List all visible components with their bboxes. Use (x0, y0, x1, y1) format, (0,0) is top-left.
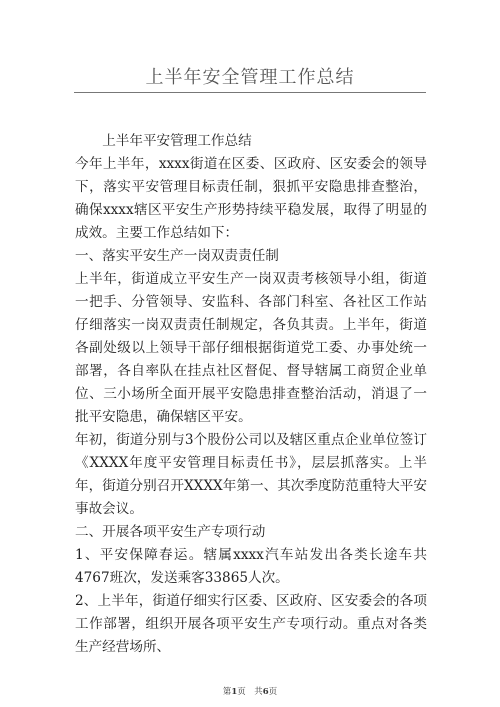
subtitle-paragraph: 上半年平安管理工作总结 (102, 133, 252, 149)
document-title: 上半年安全管理工作总结 (145, 67, 355, 88)
body-paragraph: 今年上半年，xxxx街道在区委、区政府、区安委会的领导下，落实平安管理目标责任制，狠抓平安隐患排查整治，确保xxxx辖区平安生产形势持续平稳发展，取得了明显的成效。主要工作总结如下： (75, 156, 427, 241)
current-page-number: 1 (231, 687, 238, 697)
footer-prefix: 第 (222, 687, 232, 697)
footer-middle: 页 共 (237, 687, 263, 697)
page-footer (0, 685, 500, 697)
section-heading: 一、落实平安生产一岗双责责任制 (75, 248, 279, 264)
body-paragraph: 1、平安保障春运。辖属xxxx汽车站发出各类长途车共4767班次，发送乘客33865人次。 (75, 547, 427, 586)
section-heading: 二、开展各项平安生产专项行动 (75, 524, 266, 540)
body-paragraph: 年初，街道分别与3个股份公司以及辖区重点企业单位签订《XXXX年度平安管理目标责任书》，层层抓落实。上半年，街道分别召开XXXX年第一、其次季度防范重特大平安事故会议。 (75, 432, 427, 517)
footer-suffix: 页 (268, 687, 278, 697)
title-divider (74, 92, 426, 93)
total-page-count: 6 (262, 687, 269, 697)
body-paragraph: 上半年，街道成立平安生产一岗双责考核领导小组，街道一把手、分管领导、安监科、各部门科室、各社区工作站仔细落实一岗双责责任制规定，各负其责。上半年，街道各副处级以上领导干部仔细根据街道党工委、办事处统一部署，各自率队在挂点社区督促、督导辖属工商贸企业单位、三小场所全面开展平安隐患排查整治活动，消退了一批平安隐患，确保辖区平安。 (75, 271, 427, 425)
body-paragraph: 2、上半年，街道仔细实行区委、区政府、区安委会的各项工作部署，组织开展各项平安生产专项行动。重点对各类生产经营场所、 (75, 593, 427, 655)
document-body (75, 130, 427, 659)
